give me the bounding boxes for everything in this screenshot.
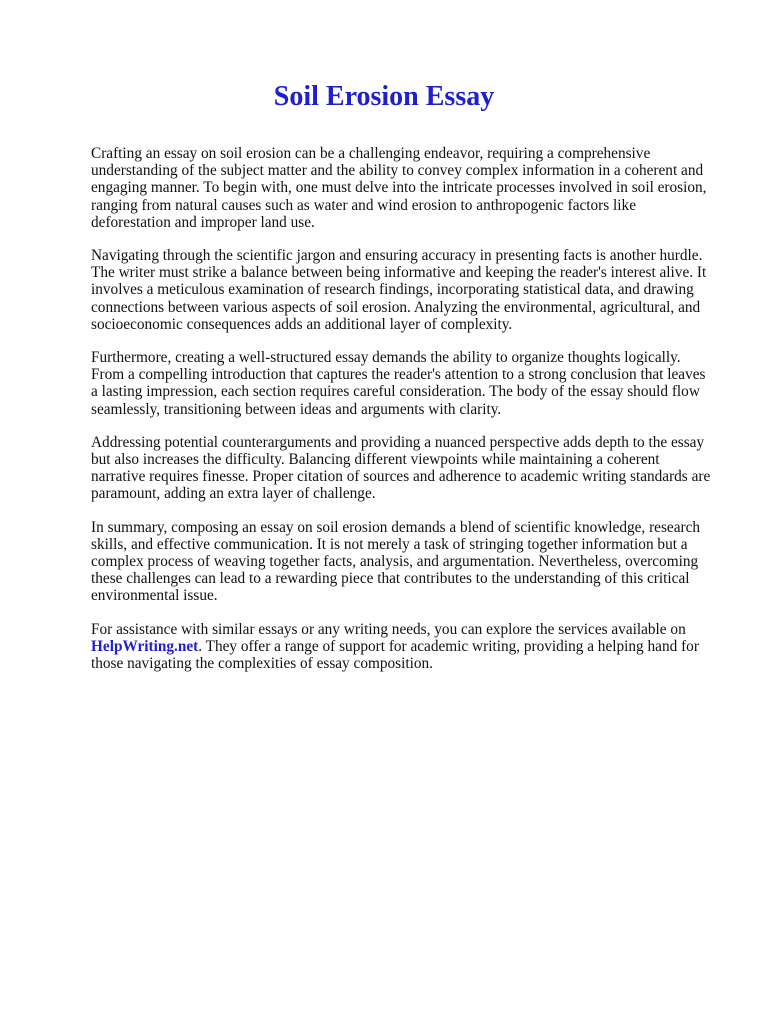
essay-paragraph-2 [91, 247, 731, 333]
paragraph-line: skills, and effective communication. It is not merely a task of stringing together information but a [91, 535, 688, 553]
closing-paragraph [91, 621, 731, 673]
paragraph-line: Navigating through the scientific jargon and ensuring accuracy in presenting facts is another hurdle. [91, 247, 703, 265]
paragraph-line: connections between various aspects of soil erosion. Analyzing the environmental, agricultural, and [91, 298, 701, 316]
paragraph-line: paramount, adding an extra layer of challenge. [91, 485, 376, 503]
paragraph-line: In summary, composing an essay on soil erosion demands a blend of scientific knowledge, research [91, 518, 701, 536]
paragraph-line: Furthermore, creating a well-structured essay demands the ability to organize thoughts logically. [91, 349, 681, 367]
paragraph-line: socioeconomic consequences adds an additional layer of complexity. [91, 315, 513, 333]
paragraph-line: For assistance with similar essays or any writing needs, you can explore the services available on [91, 620, 686, 638]
paragraph-line-with-link [91, 638, 731, 655]
paragraph-line: engaging manner. To begin with, one must delve into the intricate processes involved in soil erosion, [91, 179, 707, 197]
paragraph-line: seamlessly, transitioning between ideas and arguments with clarity. [91, 400, 502, 418]
essay-body [91, 145, 731, 688]
essay-paragraph-4 [91, 434, 731, 503]
essay-paragraph-5 [91, 519, 731, 605]
essay-paragraph-1 [91, 145, 731, 231]
document-title: Soil Erosion Essay [273, 81, 495, 112]
paragraph-line: The writer must strike a balance between being informative and keeping the reader's interest alive. It [91, 264, 707, 282]
paragraph-line: complex process of weaving together facts, analysis, and argumentation. Nevertheless, overcoming [91, 553, 699, 571]
paragraph-line: understanding of the subject matter and the ability to convey complex information in a coherent and [91, 162, 704, 180]
paragraph-line: From a compelling introduction that captures the reader's attention to a strong conclusion that leaves [91, 366, 706, 384]
paragraph-line: Crafting an essay on soil erosion can be a challenging endeavor, requiring a comprehensive [91, 145, 651, 162]
paragraph-line: ranging from natural causes such as water and wind erosion to anthropogenic factors like [91, 196, 636, 214]
essay-paragraph-3 [91, 349, 731, 418]
paragraph-line: a lasting impression, each section requires careful consideration. The body of the essay should flow [91, 383, 700, 401]
helpwriting-link[interactable]: HelpWriting.net [91, 637, 199, 655]
paragraph-line: involves a meticulous examination of research findings, incorporating statistical data, and drawing [91, 281, 694, 299]
paragraph-line: those navigating the complexities of essay composition. [91, 655, 433, 673]
paragraph-line-rest: . They offer a range of support for academic writing, providing a helping hand for [198, 637, 699, 655]
paragraph-line: environmental issue. [91, 587, 218, 605]
paragraph-line: Addressing potential counterarguments and providing a nuanced perspective adds depth to the essay [91, 433, 705, 451]
paragraph-line: narrative requires finesse. Proper citation of sources and adherence to academic writing standards are [91, 468, 711, 486]
paragraph-line: deforestation and improper land use. [91, 213, 315, 231]
paragraph-line: these challenges can lead to a rewarding piece that contributes to the understanding of this critical [91, 570, 690, 588]
paragraph-line: but also increases the difficulty. Balancing different viewpoints while maintaining a coherent [91, 451, 660, 469]
